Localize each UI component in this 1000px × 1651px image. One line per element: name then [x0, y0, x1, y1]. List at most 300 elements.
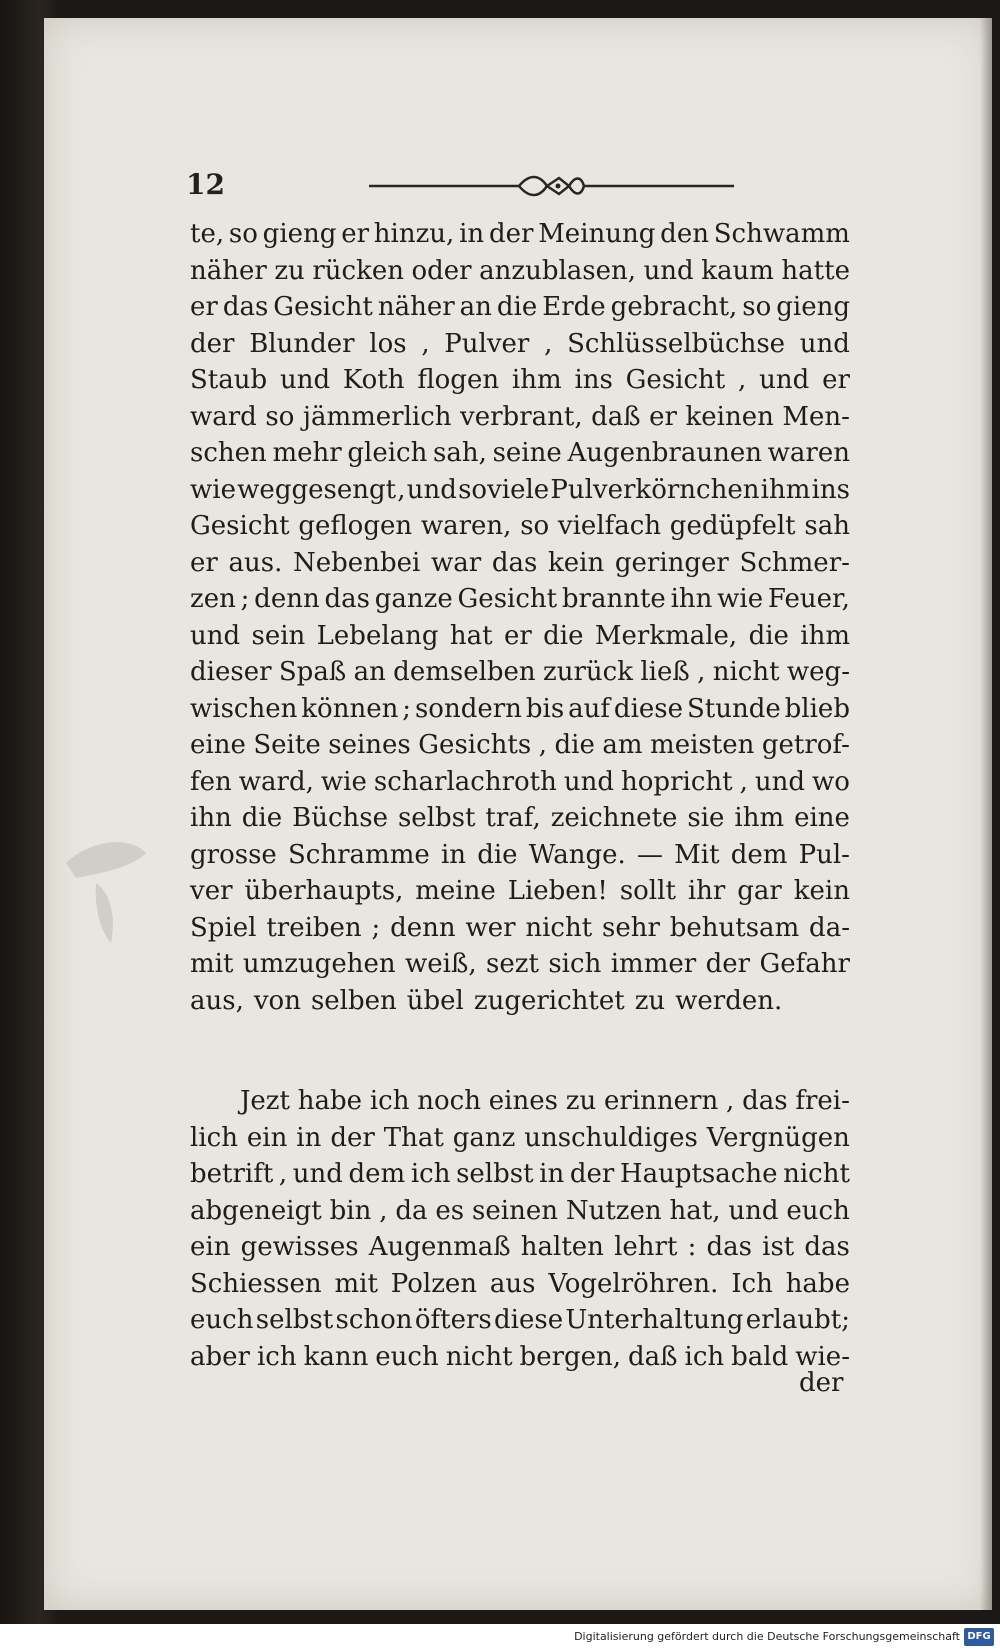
word: Feuer,: [767, 584, 850, 614]
word: abgeneigt: [190, 1195, 322, 1226]
text-line: [190, 399, 850, 436]
word: That: [383, 1122, 444, 1153]
word: da: [395, 1195, 428, 1226]
word: so: [228, 219, 258, 249]
word: blieb: [784, 693, 850, 724]
word: das: [491, 547, 538, 578]
word: selbst: [397, 803, 476, 833]
word: wie: [717, 584, 764, 614]
word: die: [554, 730, 595, 760]
word: grosse: [190, 839, 277, 870]
word: können: [301, 693, 399, 724]
text-line: [190, 983, 850, 1020]
word: treiben: [266, 912, 362, 943]
word: flogen: [417, 365, 500, 395]
word: Pulverkörnchen: [550, 474, 760, 505]
word: das: [706, 1232, 752, 1262]
word: mehr: [272, 438, 342, 468]
text-line: [190, 1339, 850, 1376]
word: Vogelröhren.: [548, 1268, 719, 1299]
word: Spiel: [190, 912, 257, 943]
word: wer: [465, 912, 516, 943]
word: verbrant,: [460, 401, 583, 432]
word: kann: [303, 1341, 369, 1372]
word: mit: [334, 1268, 378, 1299]
word: euch: [375, 1341, 439, 1372]
word: das: [324, 584, 370, 614]
word: ganze: [374, 584, 453, 614]
text-line: [190, 545, 850, 582]
word: Spaß: [278, 657, 347, 687]
word: ver: [190, 876, 233, 906]
word: Meinung: [538, 219, 656, 249]
word: näher: [190, 255, 267, 286]
page-edge-shadow: [980, 18, 992, 1610]
word: bin: [329, 1195, 372, 1226]
word: gebracht,: [610, 292, 738, 322]
page-number: 12: [186, 168, 225, 201]
word: waren: [767, 438, 850, 468]
word: Schmer-: [739, 547, 850, 578]
word: Schlüsselbüchse: [567, 328, 786, 359]
word: erinnern: [604, 1086, 719, 1116]
word: gieng: [262, 219, 337, 249]
word: das: [804, 1232, 850, 1262]
word: ihm: [734, 803, 785, 833]
word: Staub: [190, 365, 268, 395]
word: wie: [190, 474, 236, 505]
text-line: [190, 326, 850, 363]
word: sollt: [619, 876, 676, 906]
body-text: [190, 216, 850, 1375]
word: ,: [397, 474, 406, 505]
word: ins: [811, 474, 850, 505]
word: näher: [377, 292, 455, 322]
word: keinen: [685, 401, 774, 432]
word: Men-: [782, 401, 850, 432]
paper-stain: [56, 833, 156, 953]
word: eine: [794, 803, 850, 833]
word: auf: [568, 693, 610, 724]
word: Gesicht: [273, 292, 373, 322]
text-line: [190, 435, 850, 472]
word: Gesicht: [625, 365, 726, 395]
word: fen: [190, 766, 232, 797]
word: anzublasen,: [479, 255, 637, 286]
word: er: [190, 292, 218, 322]
word: Nebenbei: [293, 547, 421, 578]
word: ihm: [511, 365, 562, 395]
word: überhaupts,: [244, 876, 404, 906]
word: in: [539, 1159, 565, 1189]
word: mit: [190, 949, 234, 979]
word: nicht: [712, 657, 780, 687]
word: ist: [762, 1232, 795, 1262]
word: die: [543, 620, 584, 651]
word: hatte: [781, 255, 850, 286]
word: werden.: [675, 985, 783, 1016]
dfg-logo: DFG: [964, 1628, 994, 1646]
word: denn: [390, 912, 456, 943]
word: die: [748, 620, 789, 651]
word: Erde: [542, 292, 606, 322]
word: in: [459, 219, 485, 249]
paragraph-2: [190, 1083, 850, 1375]
word: ihm: [800, 620, 850, 651]
word: traf,: [485, 803, 541, 833]
word: Schwamm: [713, 219, 850, 249]
word: sondern: [414, 693, 522, 724]
word: sah: [804, 511, 850, 541]
word: ihn: [670, 584, 713, 614]
word: gleich: [347, 438, 428, 468]
word: frei-: [795, 1086, 850, 1116]
word: aus,: [190, 985, 244, 1016]
word: behutsam: [669, 912, 800, 943]
word: oder: [411, 255, 472, 286]
word: und: [279, 365, 331, 395]
text-line: [190, 289, 850, 326]
word: gewisses: [240, 1232, 359, 1262]
text-line: [190, 727, 850, 764]
word: er: [822, 365, 850, 395]
word: eines: [488, 1086, 558, 1116]
word: sezt: [486, 949, 539, 979]
word: ich: [684, 1341, 725, 1372]
word: Stunde: [686, 693, 781, 724]
word: ,: [379, 1195, 388, 1226]
word: ward,: [238, 766, 314, 797]
word: ;: [402, 693, 412, 724]
word: so: [742, 292, 772, 322]
word: seines: [328, 730, 411, 760]
word: Jezt: [240, 1086, 290, 1116]
word: ,: [738, 365, 747, 395]
word: meisten: [650, 730, 755, 760]
word: ,: [544, 328, 553, 359]
word: soviele: [458, 474, 550, 505]
word: zugerichtet: [473, 985, 625, 1016]
word: Gefahr: [759, 949, 850, 979]
word: zu: [274, 255, 305, 286]
text-line: [190, 910, 850, 947]
word: und: [643, 255, 694, 286]
word: nicht: [525, 912, 593, 943]
text-line: [190, 873, 850, 910]
word: —: [636, 839, 663, 870]
word: bergen,: [519, 1341, 622, 1372]
text-line: [190, 1229, 850, 1266]
word: schon: [335, 1305, 413, 1335]
word: hat,: [669, 1195, 721, 1226]
word: Blunder: [249, 328, 355, 359]
word: nicht: [783, 1159, 850, 1189]
word: den: [660, 219, 709, 249]
text-line: [190, 1120, 850, 1157]
word: da-: [809, 912, 850, 943]
word: zurück: [543, 657, 633, 687]
word: Wange.: [528, 839, 626, 870]
word: er: [503, 620, 532, 651]
word: ganz: [452, 1122, 516, 1153]
paragraph-1: [190, 216, 850, 1019]
word: aus.: [228, 547, 283, 578]
word: daß: [628, 1341, 678, 1372]
word: gar: [737, 876, 782, 906]
word: Vergnügen: [706, 1122, 850, 1153]
word: und: [754, 766, 806, 797]
word: hinzu,: [373, 219, 455, 249]
word: nicht: [445, 1341, 513, 1372]
word: schen: [190, 438, 267, 468]
word: wie-: [795, 1341, 850, 1372]
word: Polzen: [390, 1268, 478, 1299]
word: ein: [246, 1122, 288, 1153]
word: die: [496, 292, 538, 322]
word: sah,: [433, 438, 487, 468]
text-line: [190, 800, 850, 837]
word: so: [265, 401, 295, 432]
word: diese: [494, 1305, 564, 1335]
text-line: [190, 253, 850, 290]
word: waren,: [420, 511, 512, 541]
word: immer: [610, 949, 697, 979]
word: aber: [190, 1341, 250, 1372]
word: und: [563, 766, 615, 797]
word: dieser: [190, 657, 272, 687]
word: :: [687, 1232, 697, 1262]
word: sie: [687, 803, 725, 833]
word: Unterhaltung: [565, 1305, 744, 1335]
word: habe: [785, 1268, 850, 1299]
word: weggesengt: [237, 474, 397, 505]
word: und: [799, 328, 850, 359]
word: an: [459, 292, 492, 322]
word: zu: [565, 1086, 597, 1116]
word: Schiessen: [190, 1268, 322, 1299]
word: selbst: [456, 1159, 534, 1189]
word: wo: [812, 766, 850, 797]
word: unschuldiges: [524, 1122, 698, 1153]
word: ich: [369, 1086, 410, 1116]
word: wischen: [190, 693, 298, 724]
word: ward: [190, 401, 257, 432]
word: Lebelang: [316, 620, 439, 651]
text-line: [190, 1193, 850, 1230]
word: die: [241, 803, 283, 833]
word: er: [341, 219, 370, 249]
word: rücken: [312, 255, 404, 286]
text-line: [190, 1302, 850, 1339]
word: gedüpfelt: [669, 511, 796, 541]
word: übel: [406, 985, 464, 1016]
book-page: [44, 18, 992, 1610]
word: kein: [793, 876, 850, 906]
word: der: [190, 328, 235, 359]
word: ihn: [190, 803, 232, 833]
word: halten: [520, 1232, 604, 1262]
text-line: [190, 216, 850, 253]
word: Büchse: [292, 803, 388, 833]
word: daß: [591, 401, 641, 432]
text-line: [190, 618, 850, 655]
word: der: [488, 219, 534, 249]
word: wie: [320, 766, 367, 797]
word: te,: [190, 219, 225, 249]
word: getrof-: [761, 730, 850, 760]
word: los: [369, 328, 407, 359]
word: ,: [278, 1159, 288, 1189]
word: das: [222, 292, 269, 322]
word: war: [430, 547, 482, 578]
word: der: [569, 1159, 615, 1189]
word: betrift: [190, 1159, 274, 1189]
word: und: [190, 620, 241, 651]
word: meine: [415, 876, 496, 906]
word: sich: [548, 949, 602, 979]
word: Hauptsache: [619, 1159, 778, 1189]
word: ich: [256, 1341, 297, 1372]
word: dem: [348, 1159, 406, 1189]
text-line: [190, 946, 850, 983]
word: Pulver: [444, 328, 530, 359]
word: erlaubt;: [745, 1305, 850, 1335]
text-line: [190, 1156, 850, 1193]
word: seinen: [472, 1195, 558, 1226]
word: in: [296, 1122, 322, 1153]
word: ,: [421, 328, 430, 359]
word: bald: [731, 1341, 789, 1372]
word: eine: [190, 730, 246, 760]
word: euch: [190, 1305, 254, 1335]
word: der: [330, 1122, 375, 1153]
text-line: [190, 1083, 850, 1120]
word: er: [649, 401, 677, 432]
word: ihr: [687, 876, 726, 906]
word: der: [705, 949, 751, 979]
word: scharlachroth: [373, 766, 557, 797]
word: denn: [254, 584, 320, 614]
text-line: [190, 691, 850, 728]
word: selben: [310, 985, 397, 1016]
word: und: [759, 365, 810, 395]
word: vielfach: [557, 511, 662, 541]
text-line: [190, 581, 850, 618]
text-line: [190, 472, 850, 509]
text-line: [190, 362, 850, 399]
word: am: [602, 730, 643, 760]
digitization-footer: [0, 1624, 1000, 1651]
word: geringer: [614, 547, 729, 578]
word: die: [477, 839, 518, 870]
word: bis: [525, 693, 565, 724]
word: das: [742, 1086, 788, 1116]
word: Lieben!: [507, 876, 608, 906]
word: hopricht: [621, 766, 733, 797]
word: dem: [730, 839, 788, 870]
text-line: [190, 508, 850, 545]
word: Pul-: [798, 839, 850, 870]
footer-credit: Digitalisierung gefördert durch die Deutsche Forschungsgemeinschaft: [574, 1630, 960, 1643]
word: geflogen: [298, 511, 413, 541]
text-line: [190, 1266, 850, 1303]
word: er: [190, 547, 218, 578]
word: umzugehen: [242, 949, 396, 979]
text-line: [190, 654, 850, 691]
word: ins: [574, 365, 613, 395]
word: ,: [739, 766, 748, 797]
word: ,: [697, 657, 706, 687]
word: brannte: [561, 584, 666, 614]
header-ornament-icon: [369, 166, 734, 206]
word: Augenmaß: [368, 1232, 511, 1262]
word: von: [253, 985, 301, 1016]
word: selbst: [255, 1305, 334, 1335]
word: jämmerlich: [302, 401, 452, 432]
word: zu: [634, 985, 666, 1016]
word: Koth: [342, 365, 405, 395]
word: Gesicht: [457, 584, 558, 614]
word: ihm: [760, 474, 811, 505]
text-line: [190, 837, 850, 874]
word: Augenbraunen: [567, 438, 762, 468]
word: Nutzen: [565, 1195, 662, 1226]
word: zen: [190, 584, 236, 614]
word: ein: [190, 1232, 231, 1262]
word: aus: [489, 1268, 536, 1299]
word: und: [728, 1195, 779, 1226]
word: Mit: [674, 839, 720, 870]
word: Gesicht: [190, 511, 290, 541]
word: es: [435, 1195, 465, 1226]
word: lich: [190, 1122, 238, 1153]
word: an: [353, 657, 386, 687]
word: in: [440, 839, 466, 870]
word: so: [520, 511, 550, 541]
word: ,: [726, 1086, 735, 1116]
catchword: der: [799, 1368, 844, 1398]
word: Schramme: [288, 839, 430, 870]
word: kaum: [701, 255, 774, 286]
word: Gesichts: [418, 730, 532, 760]
word: weg-: [786, 657, 850, 687]
word: ;: [371, 912, 381, 943]
word: habe: [297, 1086, 363, 1116]
word: zeichnete: [550, 803, 678, 833]
word: diese: [613, 693, 683, 724]
word: lehrt: [614, 1232, 678, 1262]
paragraph-gap: [190, 1019, 850, 1083]
word: ließ: [640, 657, 690, 687]
word: noch: [417, 1086, 481, 1116]
word: euch: [786, 1195, 850, 1226]
word: ich: [410, 1159, 451, 1189]
word: Seite: [253, 730, 321, 760]
text-line: [190, 764, 850, 801]
word: Merkmale,: [594, 620, 738, 651]
word: und: [406, 474, 457, 505]
word: öfters: [414, 1305, 492, 1335]
word: hat: [449, 620, 493, 651]
word: kein: [548, 547, 605, 578]
word: und: [292, 1159, 343, 1189]
word: ,: [538, 730, 547, 760]
word: sein: [251, 620, 306, 651]
word: seine: [492, 438, 562, 468]
word: weiß,: [405, 949, 477, 979]
word: gieng: [776, 292, 850, 322]
word: ;: [240, 584, 250, 614]
